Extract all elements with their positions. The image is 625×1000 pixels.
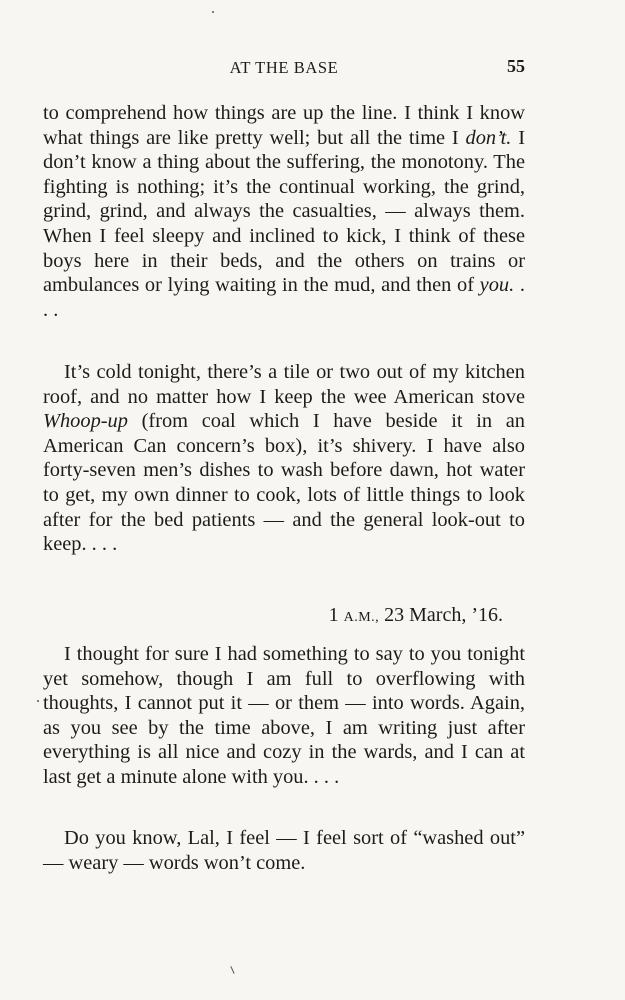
- paragraph-2: [43, 360, 525, 557]
- running-head: [43, 56, 525, 82]
- paragraph-4: [43, 826, 525, 875]
- paragraph-1-text-b: I don’t know a thing about the suffering, the monotony. The fighting is nothing; it’s the continual working, the grind, grind, grind, and always the casualties, — always them. When I feel sleepy and inclined to kick, I think of these boys here in their beds, and the others on trains or ambulances or lying waiting in the mud, and then of: [43, 126, 525, 297]
- paragraph-1-emphasis-dont: don’t.: [465, 126, 512, 149]
- paragraph-1-emphasis-you: you.: [479, 274, 515, 297]
- paragraph-2-emphasis-stove: Whoop-up: [43, 410, 128, 433]
- paragraph-4-text: Do you know, Lal, I feel — I feel sort of “washed out” — weary — words won’t come.: [43, 827, 525, 874]
- page-number: 55: [507, 56, 525, 76]
- paragraph-1-ellipsis: . . .: [43, 274, 525, 321]
- paragraph-3-text: I thought for sure I had something to say to you tonight yet somehow, though I am full to overflowing with thoughts, I cannot put it — or them — into words. Again, as you see by the time above, I am writing just after everything is all nice and cozy in the wards, and I can at last get a minute alone with you. . . .: [43, 643, 525, 788]
- paragraph-1: [43, 101, 525, 322]
- dateline-hour: 1: [328, 604, 339, 626]
- print-speck: [37, 700, 39, 702]
- paragraph-1-text-a: to comprehend how things are up the line. I think I know what things are like pretty well; but all the time I: [43, 102, 525, 149]
- paragraph-3: [43, 642, 525, 790]
- paragraph-2-text-a: It’s cold tonight, there’s a tile or two out of my kitchen roof, and no matter how I keep the wee American stove: [43, 361, 525, 408]
- print-speck: [212, 11, 214, 13]
- dateline: [43, 604, 503, 627]
- dateline-date: 23 March, ’16.: [384, 604, 503, 626]
- running-title: AT THE BASE: [229, 58, 339, 77]
- paragraph-2-text-b: (from coal which I have beside it in an American Can concern’s box), it’s shivery. I have also forty-seven men’s dishes to wash before dawn, hot water to get, my own dinner to cook, lots of little things to look after for the bed patients — and the general look-out to keep. . . .: [43, 410, 525, 556]
- dateline-meridiem: A.M.,: [343, 610, 380, 625]
- print-speck: [230, 966, 234, 974]
